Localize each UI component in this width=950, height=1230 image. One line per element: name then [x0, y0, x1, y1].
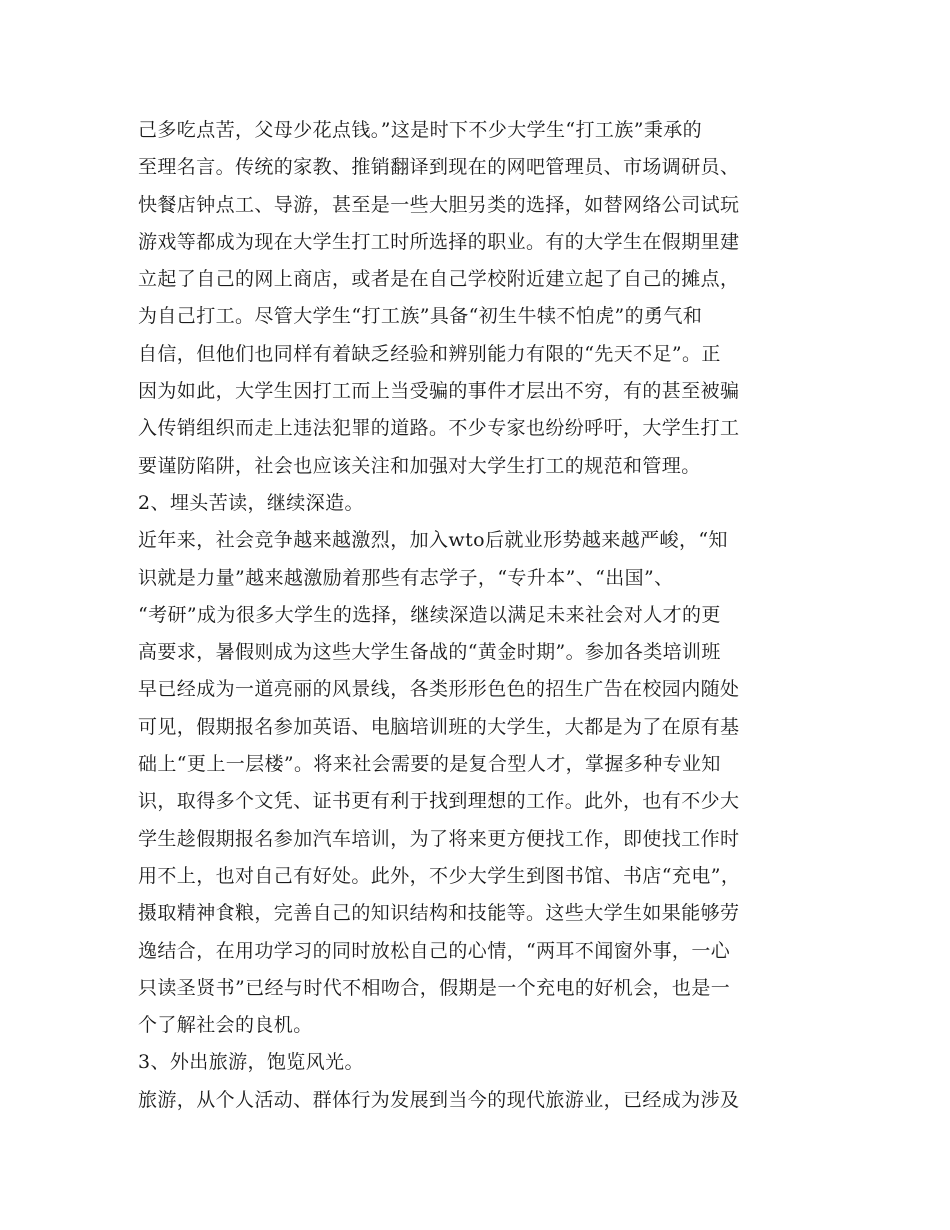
text-line: 只读圣贤书”已经与时代不相吻合，假期是一个充电的好机会，也是一: [138, 976, 731, 999]
text-line: 高要求，暑假则成为这些大学生备战的“黄金时期”。参加各类培训班: [138, 641, 721, 664]
text-line: 要谨防陷阱，社会也应该关注和加强对大学生打工的规范和管理。: [138, 454, 701, 477]
text-line: 至理名言。传统的家教、推销翻译到现在的网吧管理员、市场调研员、: [138, 156, 740, 179]
text-line: 自信，但他们也同样有着缺乏经验和辨别能力有限的“先天不足”。正: [138, 342, 721, 365]
text-line: 近年来，社会竞争越来越激烈，加入wto后就业形势越来越严峻，“知: [138, 529, 728, 552]
text-line: 早已经成为一道亮丽的风景线，各类形形色色的招生广告在校园内随处: [138, 678, 740, 701]
text-line: 己多吃点苦，父母少花点钱。”这是时下不少大学生“打工族”秉承的: [138, 119, 703, 141]
text-line: 识就是力量”越来越激励着那些有志学子，“专升本”、“出国”、: [138, 566, 674, 589]
text-line: 摄取精神食粮，完善自己的知识结构和技能等。这些大学生如果能够劳: [138, 902, 740, 925]
text-line: 学生趁假期报名参加汽车培训，为了将来更方便找工作，即使找工作时: [138, 827, 740, 850]
text-line: 旅游，从个人活动、群体行为发展到当今的现代旅游业，已经成为涉及: [138, 1088, 740, 1111]
text-line: 用不上，也对自己有好处。此外，不少大学生到图书馆、书店“充电”，: [138, 864, 741, 887]
section-heading: 2、埋头苦读，继续深造。: [138, 491, 364, 514]
text-line: 识，取得多个文凭、证书更有利于找到理想的工作。此外，也有不少大: [138, 790, 740, 813]
text-line: 入传销组织而走上违法犯罪的道路。不少专家也纷纷呼吁，大学生打工: [138, 417, 740, 440]
text-line: “考研”成为很多大学生的选择，继续深造以满足未来社会对人才的更: [138, 603, 721, 626]
section-heading: 3、外出旅游，饱览风光。: [138, 1051, 364, 1074]
text-line: 立起了自己的网上商店，或者是在自己学校附近建立起了自己的摊点，: [138, 268, 740, 291]
text-line: 逸结合，在用功学习的同时放松自己的心情，“两耳不闻窗外事，一心: [138, 939, 731, 962]
text-line: 因为如此，大学生因打工而上当受骗的事件才层出不穷，有的甚至被骗: [138, 380, 740, 403]
text-line: 为自己打工。尽管大学生“打工族”具备“初生牛犊不怕虎”的勇气和: [138, 305, 703, 328]
text-line: 快餐店钟点工、导游，甚至是一些大胆另类的选择，如替网络公司试玩: [138, 193, 740, 216]
text-line: 个了解社会的良机。: [138, 1014, 313, 1037]
text-line: 游戏等都成为现在大学生打工时所选择的职业。有的大学生在假期里建: [138, 230, 740, 253]
body-text: [138, 112, 838, 1119]
text-line: 可见，假期报名参加英语、电脑培训班的大学生，大都是为了在原有基: [138, 715, 740, 738]
text-line: 础上“更上一层楼”。将来社会需要的是复合型人才，掌握多种专业知: [138, 753, 721, 776]
